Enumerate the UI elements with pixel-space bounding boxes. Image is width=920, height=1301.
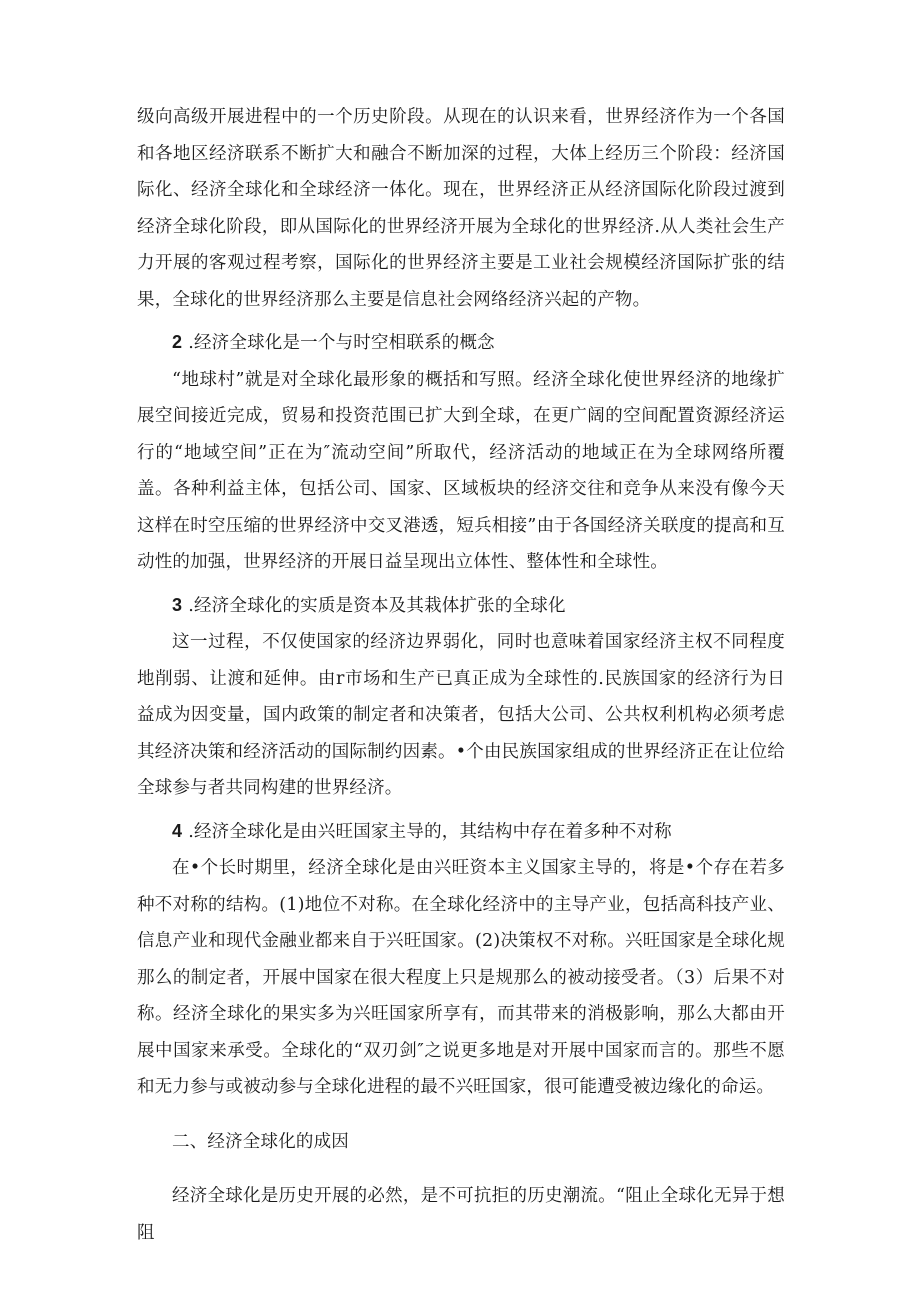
paragraph-intro: 级向高级开展进程中的一个历史阶段。从现在的认识来看，世界经济作为一个各国和各地区经济联系不断扩大和融合不断加深的过程，大体上经历三个阶段：经济国际化、经济全球化和全球经济一体化。现在，世界经济正从经济国际化阶段过渡到经济全球化阶段，即从国际化的世界经济开展为全球化的世界经济.从人类社会生产力开展的客观过程考察，国际化的世界经济主要是工业社会规模经济国际扩张的结果，全球化的世界经济那么主要是信息社会网络经济兴起的产物。 [137,107,785,310]
heading-text: .经济全球化是由兴旺国家主导的，其结构中存在着多种不对称 [188,821,672,842]
heading-point-4 [137,813,785,851]
heading-number: 3 [172,594,183,615]
heading-number: 2 [172,332,183,352]
heading-point-2 [137,324,785,362]
paragraph-point-3: 这一过程，不仅使国家的经济边界弱化，同时也意味着国家经济主权不同程度地削弱、让渡和延伸。由r市场和生产已真正成为全球性的.民族国家的经济行为日益成为因变量，国内政策的制定者和决策者，包括大公司、公共权利机构必须考虑其经济决策和经济活动的国际制约因素。•个由民族国家组成的世界经济正在让位给全球参与者共同构建的世界经济。 [137,632,785,798]
heading-text: .经济全球化是一个与时空相联系的概念 [188,333,495,353]
paragraph-point-4: 在•个长时期里，经济全球化是由兴旺资本主义国家主导的，将是•个存在若多种不对称的结构。(1)地位不对称。在全球化经济中的主导产业，包括高科技产业、信息产业和现代金融业都来自于兴旺国家。(2)决策权不对称。兴旺国家是全球化规那么的制定者，开展中国家在很大程度上只是规那么的被动接受者。（3）后果不对称。经济全球化的果实多为兴旺国家所享有，而其带来的消极影响，那么大都由开展中国家来承受。全球化的“双刃剑″之说更多地是对开展中国家而言的。那些不愿和无力参与或被动参与全球化进程的最不兴旺国家，很可能遭受被边缘化的命运。 [137,858,785,1097]
paragraph-point-2: “地球村”就是对全球化最形象的概括和写照。经济全球化使世界经济的地缘扩展空间接近完成，贸易和投资范围已扩大到全球，在更广阔的空间配置资源经济运行的“地域空间”正在为″流动空间”所取代，经济活动的地域正在为全球网络所覆盖。各种利益主体，包括公司、国家、区域板块的经济交往和竞争从来没有像今天这样在时空压缩的世界经济中交叉港透，短兵相接”由于各国经济关联度的提高和互动性的加强，世界经济的开展日益呈现出立体性、整体性和全球性。 [137,369,785,572]
heading-number: 4 [172,820,183,841]
document-page [137,99,785,1251]
heading-point-3 [137,587,785,625]
paragraph-causes: 经济全球化是历史开展的必然，是不可抗拒的历史潮流。“阻止全球化无异于想阻 [137,1186,785,1243]
section-heading-causes: 二、经济全球化的成因 [172,1131,349,1152]
heading-text: .经济全球化的实质是资本及其栽体扩张的全球化 [188,595,566,616]
